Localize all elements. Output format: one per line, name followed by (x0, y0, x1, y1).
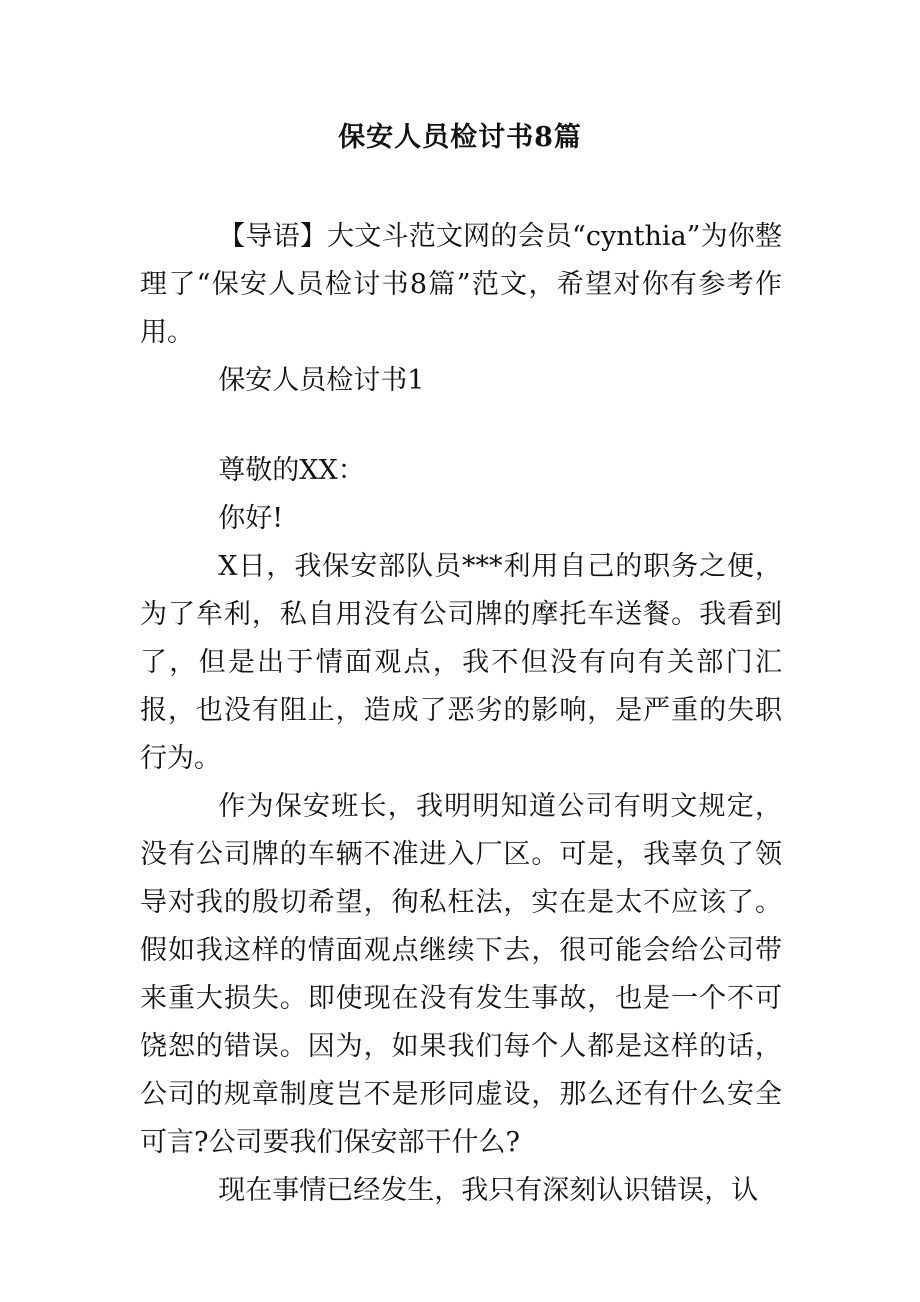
body-paragraph-3: 现在事情已经发生，我只有深刻认识错误，认 (218, 1175, 759, 1206)
intro-paragraph: 【导语】大文斗范文网的会员“cynthia”为你整理了“保安人员检讨书8篇”范文，希望对你有参考作用。 (140, 221, 782, 348)
greeting-line: 你好! (218, 503, 284, 534)
body-paragraph-1: X日，我保安部队员***利用自己的职务之便，为了牟利，私自用没有公司牌的摩托车送餐。我看到了，但是出于情面观点，我不但没有向有关部门汇报，也没有阻止，造成了恶劣的影响，是严重的失职行为。 (140, 551, 782, 774)
document-body (140, 213, 782, 1215)
section-heading: 保安人员检讨书1 (218, 365, 425, 396)
salutation-line: 尊敬的XX： (218, 455, 365, 486)
body-paragraph-2: 作为保安班长，我明明知道公司有明文规定，没有公司牌的车辆不准进入厂区。可是，我辜负了领导对我的殷切希望，徇私枉法，实在是太不应该了。假如我这样的情面观点继续下去，很可能会给公司带来重大损失。即使现在没有发生事故，也是一个不可饶恕的错误。因为，如果我们每个人都是这样的话，公司的规章制度岂不是形同虚设，那么还有什么安全可言?公司要我们保安部干什么? (140, 791, 782, 1158)
document-title: 保安人员检讨书8篇 (338, 122, 582, 153)
